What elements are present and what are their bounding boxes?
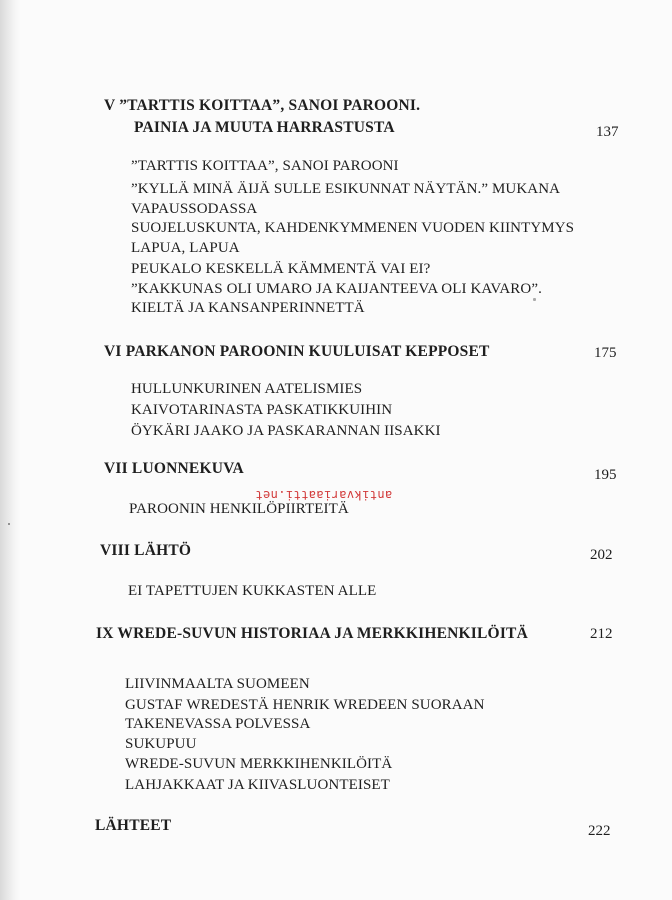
- toc-entry: GUSTAF WREDESTÄ HENRIK WREDEEN SUORAAN: [125, 697, 485, 713]
- toc-entry: SUKUPUU: [125, 736, 197, 752]
- toc-entry: EI TAPETTUJEN KUKKASTEN ALLE: [128, 583, 377, 599]
- paper-speck: [533, 298, 536, 301]
- toc-entry: ÖYKÄRI JAAKO JA PASKARANNAN IISAKKI: [131, 423, 441, 439]
- sources-heading: LÄHTEET: [95, 817, 172, 834]
- toc-entry: TAKENEVASSA POLVESSA: [125, 716, 311, 732]
- toc-entry: ”KAKKUNAS OLI UMARO JA KAIJANTEEVA OLI KAVARO”.: [131, 281, 542, 297]
- toc-entry: HULLUNKURINEN AATELISMIES: [131, 381, 363, 397]
- watermark-text: antikvariaatti.net: [255, 488, 393, 502]
- toc-entry: KAIVOTARINASTA PASKATIKKUIHIN: [131, 402, 393, 418]
- toc-entry: ”TARTTIS KOITTAA”, SANOI PAROONI: [131, 158, 399, 174]
- toc-entry: ”KYLLÄ MINÄ ÄIJÄ SULLE ESIKUNNAT NÄYTÄN.” MUKANA: [131, 181, 561, 197]
- toc-entry: LAPUA, LAPUA: [131, 240, 240, 256]
- chapter-heading: VII LUONNEKUVA: [104, 460, 244, 477]
- toc-entry: PEUKALO KESKELLÄ KÄMMENTÄ VAI EI?: [131, 261, 431, 277]
- toc-entry: LAHJAKKAAT JA KIIVASLUONTEISET: [125, 777, 390, 793]
- chapter-page-number: 137: [596, 124, 619, 140]
- chapter-page-number: 222: [588, 823, 611, 839]
- toc-entry: SUOJELUSKUNTA, KAHDENKYMMENEN VUODEN KIINTYMYS: [131, 220, 575, 236]
- toc-entry: LIIVINMAALTA SUOMEEN: [125, 676, 310, 692]
- chapter-heading: IX WREDE-SUVUN HISTORIAA JA MERKKIHENKILÖITÄ: [96, 625, 528, 642]
- chapter-heading: PAINIA JA MUUTA HARRASTUSTA: [134, 119, 395, 136]
- toc-entry: WREDE-SUVUN MERKKIHENKILÖITÄ: [125, 756, 393, 772]
- toc-entry: KIELTÄ JA KANSANPERINNETTÄ: [131, 300, 365, 316]
- chapter-heading: V ”TARTTIS KOITTAA”, SANOI PAROONI.: [104, 97, 421, 114]
- paper-speck: [8, 523, 10, 525]
- toc-entry: VAPAUSSODASSA: [131, 201, 258, 217]
- chapter-heading: VI PARKANON PAROONIN KUULUISAT KEPPOSET: [104, 343, 490, 360]
- chapter-page-number: 202: [590, 547, 613, 563]
- chapter-page-number: 212: [590, 626, 613, 642]
- chapter-page-number: 175: [594, 345, 617, 361]
- chapter-page-number: 195: [594, 467, 617, 483]
- chapter-heading: VIII LÄHTÖ: [100, 542, 192, 559]
- toc-entry: PAROONIN HENKILÖPIIRTEITÄ: [129, 501, 349, 517]
